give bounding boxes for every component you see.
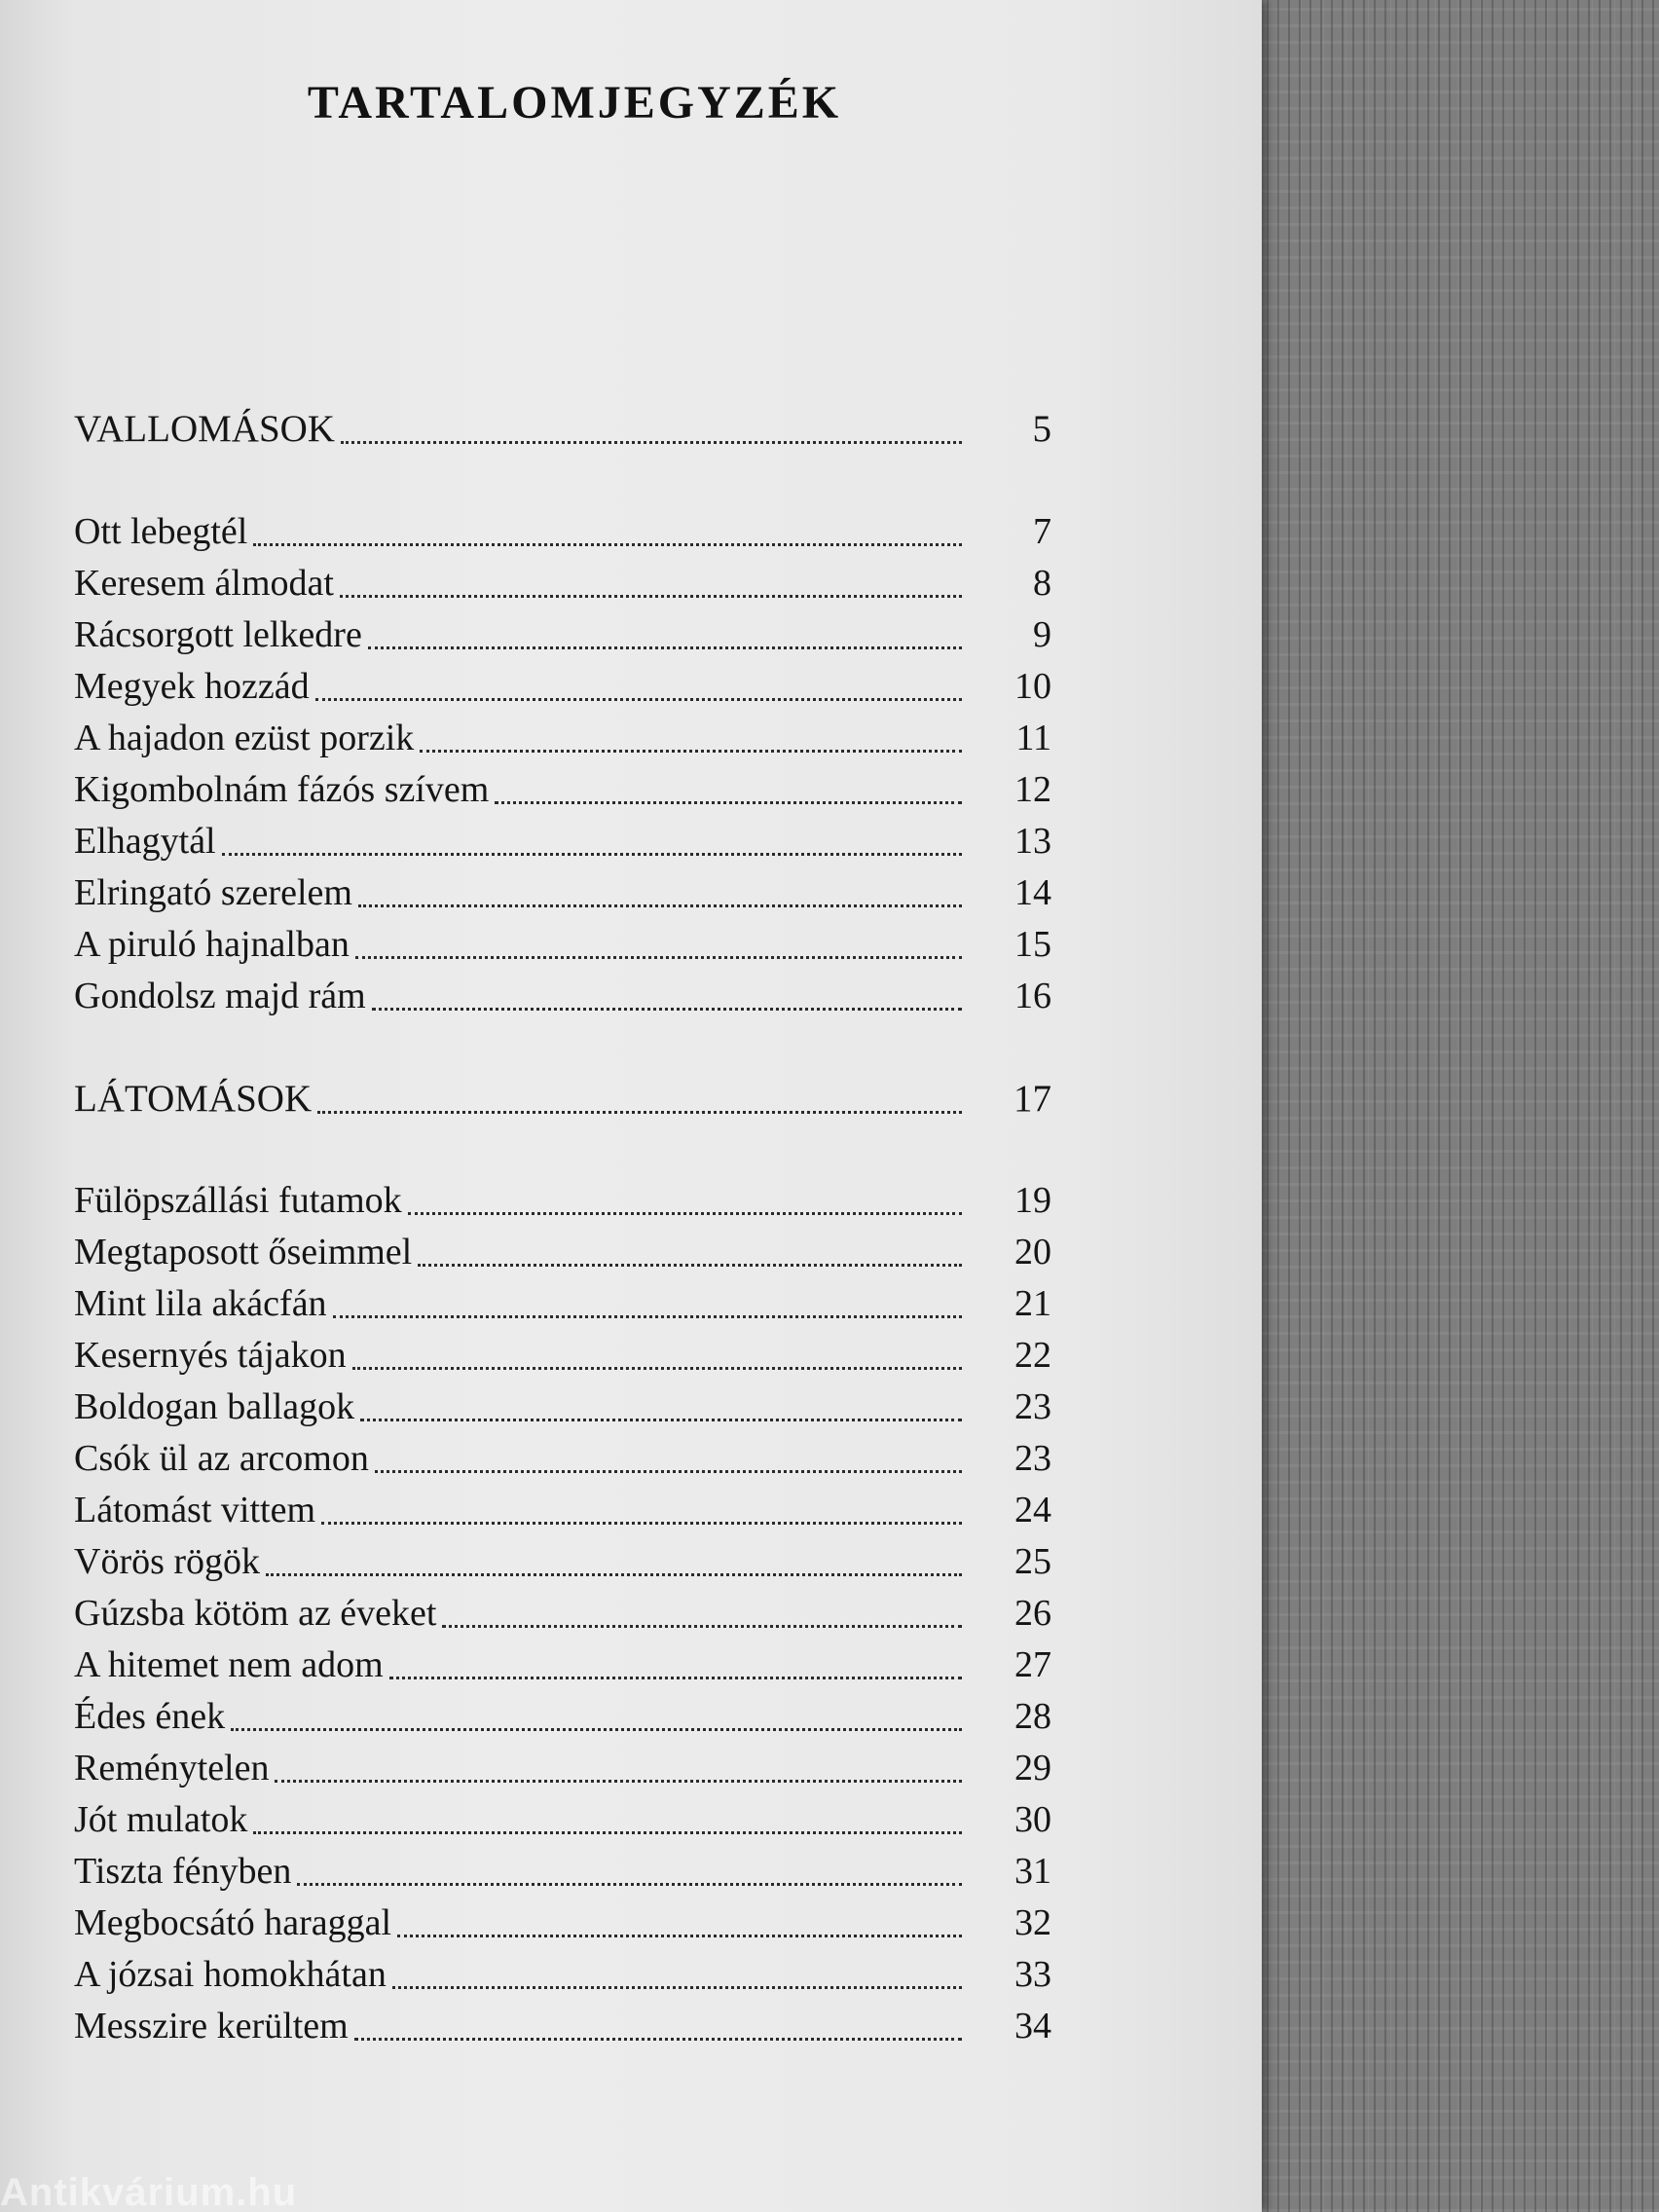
toc-entry <box>74 1793 1051 1846</box>
dot-leader <box>333 1315 962 1318</box>
entry-title: Boldogan ballagok <box>74 1386 355 1427</box>
toc-entry <box>74 557 1051 609</box>
toc-entry <box>74 1587 1051 1640</box>
watermark: Antikvárium.hu <box>0 2173 298 2212</box>
entry-title: A hitemet nem adom <box>74 1644 384 1685</box>
dot-leader <box>442 1625 962 1628</box>
dot-leader <box>253 543 962 546</box>
entry-page-number: 23 <box>1014 1438 1051 1479</box>
entry-page-number: 32 <box>1014 1902 1051 1943</box>
entry-title: Gúzsba kötöm az éveket <box>74 1593 437 1634</box>
entry-page-number: 16 <box>1014 976 1051 1016</box>
entry-title: Vörös rögök <box>74 1541 261 1582</box>
dot-leader <box>360 1419 962 1421</box>
entry-title: Mint lila akácfán <box>74 1283 327 1324</box>
dot-leader <box>341 441 962 444</box>
dot-leader <box>355 956 962 959</box>
dot-leader <box>354 2038 962 2041</box>
toc-entry <box>74 1432 1051 1485</box>
entry-page-number: 31 <box>1014 1851 1051 1892</box>
dot-leader <box>222 853 962 856</box>
entry-page-number: 10 <box>1014 666 1051 707</box>
dot-leader <box>495 801 962 804</box>
toc-entry <box>74 1174 1051 1227</box>
toc-entry <box>74 1845 1051 1898</box>
dot-leader <box>418 1264 962 1267</box>
toc-entry <box>74 815 1051 867</box>
dot-leader <box>315 698 962 701</box>
entry-title: Elhagytál <box>74 821 216 862</box>
dot-leader <box>389 1677 962 1679</box>
entry-page-number: 14 <box>1014 872 1051 913</box>
section-page-number: 5 <box>1032 408 1051 450</box>
entry-title: Reménytelen <box>74 1748 270 1788</box>
entry-title: Elringató szerelem <box>74 872 352 913</box>
entry-page-number: 22 <box>1014 1335 1051 1376</box>
entry-page-number: 8 <box>1033 563 1051 604</box>
toc-entry <box>74 712 1051 764</box>
entry-page-number: 19 <box>1014 1180 1051 1221</box>
dot-leader <box>297 1883 962 1886</box>
dark-textured-backdrop <box>1256 0 1659 2212</box>
toc-entry <box>74 1381 1051 1433</box>
toc-entry <box>74 2000 1051 2052</box>
toc-entry <box>74 1277 1051 1330</box>
entry-title: A józsai homokhátan <box>74 1954 387 1995</box>
toc-entry <box>74 866 1051 919</box>
toc-entry <box>74 1329 1051 1382</box>
entry-page-number: 30 <box>1014 1799 1051 1840</box>
toc-entry <box>74 1897 1051 1949</box>
dot-leader <box>408 1212 962 1215</box>
entry-title: Kigombolnám fázós szívem <box>74 769 490 810</box>
entry-page-number: 11 <box>1015 718 1051 758</box>
toc-entry <box>74 1948 1051 2001</box>
toc-entry <box>74 970 1051 1022</box>
entry-page-number: 26 <box>1014 1593 1051 1634</box>
toc-entry <box>74 1484 1051 1536</box>
entry-page-number: 20 <box>1014 1232 1051 1272</box>
dot-leader <box>231 1728 962 1731</box>
entry-title: Megtaposott őseimmel <box>74 1232 413 1272</box>
entry-page-number: 7 <box>1033 511 1051 552</box>
entry-title: Csók ül az arcomon <box>74 1438 369 1479</box>
toc-entry <box>74 1535 1051 1588</box>
dot-leader <box>321 1522 962 1525</box>
entry-page-number: 13 <box>1014 821 1051 862</box>
dot-leader <box>266 1573 962 1576</box>
entry-page-number: 24 <box>1014 1490 1051 1530</box>
entry-title: Ott lebegtél <box>74 511 248 552</box>
section-title: VALLOMÁSOK <box>74 408 335 450</box>
entry-title: Fülöpszállási futamok <box>74 1180 402 1221</box>
toc-entry <box>74 608 1051 661</box>
toc-entry <box>74 1690 1051 1743</box>
toc-entry <box>74 918 1051 971</box>
entry-page-number: 12 <box>1014 769 1051 810</box>
dot-leader <box>317 1111 962 1114</box>
entry-title: Megbocsátó haraggal <box>74 1902 392 1943</box>
entry-title: Édes ének <box>74 1696 226 1737</box>
entry-title: Megyek hozzád <box>74 666 310 707</box>
dot-leader <box>397 1935 962 1937</box>
entry-title: Jót mulatok <box>74 1799 248 1840</box>
toc-entry <box>74 660 1051 713</box>
dot-leader <box>253 1831 962 1834</box>
dot-leader <box>372 1008 962 1011</box>
entry-page-number: 23 <box>1014 1386 1051 1427</box>
section-page-number: 17 <box>1014 1078 1051 1120</box>
dot-leader <box>392 1986 962 1989</box>
entry-page-number: 28 <box>1014 1696 1051 1737</box>
entry-title: Kesernyés tájakon <box>74 1335 347 1376</box>
dot-leader <box>375 1470 962 1473</box>
entry-title: A hajadon ezüst porzik <box>74 718 415 758</box>
entry-page-number: 29 <box>1014 1748 1051 1788</box>
dot-leader <box>420 750 962 753</box>
entry-title: Gondolsz majd rám <box>74 976 366 1016</box>
entry-page-number: 33 <box>1014 1954 1051 1995</box>
entry-page-number: 21 <box>1014 1283 1051 1324</box>
dot-leader <box>368 646 962 649</box>
toc-entry <box>74 763 1051 816</box>
entry-page-number: 27 <box>1014 1644 1051 1685</box>
dot-leader <box>358 904 962 907</box>
toc-entry <box>74 1226 1051 1278</box>
toc-section-heading <box>74 1073 1051 1125</box>
dot-leader <box>340 595 962 598</box>
entry-title: Tiszta fényben <box>74 1851 292 1892</box>
toc-section-heading <box>74 403 1051 456</box>
entry-title: A piruló hajnalban <box>74 924 350 965</box>
entry-title: Messzire kerültem <box>74 2006 349 2046</box>
entry-page-number: 9 <box>1033 614 1051 655</box>
entry-title: Keresem álmodat <box>74 563 334 604</box>
toc-entry <box>74 1742 1051 1794</box>
entry-page-number: 15 <box>1014 924 1051 965</box>
dot-leader <box>352 1367 962 1370</box>
toc-entry <box>74 505 1051 558</box>
section-title: LÁTOMÁSOK <box>74 1078 313 1120</box>
toc-entry <box>74 1639 1051 1691</box>
entry-page-number: 34 <box>1014 2006 1051 2046</box>
entry-title: Rácsorgott lelkedre <box>74 614 362 655</box>
entry-title: Látomást vittem <box>74 1490 316 1530</box>
entry-page-number: 25 <box>1014 1541 1051 1582</box>
dot-leader <box>275 1780 962 1783</box>
page-title: TARTALOMJEGYZÉK <box>307 77 842 129</box>
